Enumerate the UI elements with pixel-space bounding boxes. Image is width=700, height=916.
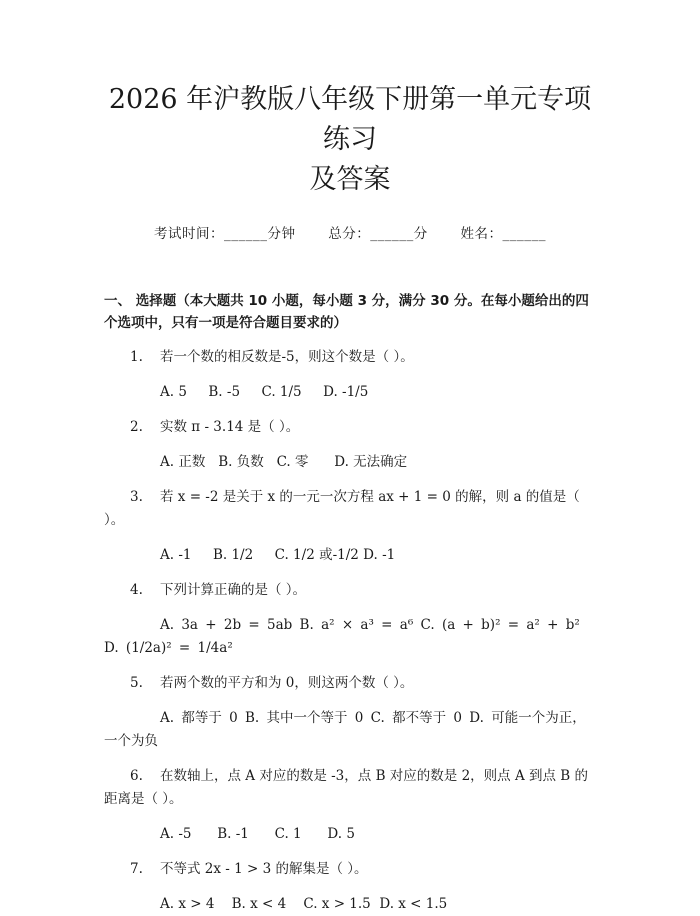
title-line-2: 及答案: [309, 164, 391, 195]
question-number: 5.: [130, 675, 143, 691]
exam-time: 考试时间：______分钟: [153, 226, 296, 242]
question-number: 1.: [130, 349, 143, 365]
question-options: A. 都等于 0 B. 其中一个等于 0 C. 都不等于 0 D. 可能一个为正，一个为负: [104, 710, 586, 749]
question-number: 4.: [130, 582, 143, 598]
title-line-1: 2026 年沪教版八年级下册第一单元专项练习: [108, 84, 592, 155]
question: [104, 416, 596, 439]
question-text: 若 x = -2 是关于 x 的一元一次方程 ax + 1 = 0 的解，则 a 的值是（ ）。: [104, 489, 580, 528]
question-text: 不等式 2x - 1 > 3 的解集是（ ）。: [160, 861, 368, 877]
question-text: 若一个数的相反数是-5，则这个数是（ ）。: [160, 349, 414, 365]
question-number: 2.: [130, 419, 143, 435]
question-options: A. 正数 B. 负数 C. 零 D. 无法确定: [160, 454, 408, 470]
question: [104, 486, 596, 532]
question-number: 3.: [130, 489, 143, 505]
question: [104, 579, 596, 602]
section-heading: 一、 选择题（本大题共 10 小题，每小题 3 分，满分 30 分。在每小题给出的四个选项中，只有一项是符合题目要求的）: [104, 293, 589, 331]
question-options: A. 5 B. -5 C. 1/5 D. -1/5: [160, 384, 369, 400]
question: [104, 672, 596, 695]
question-options: A. x > 4 B. x < 4 C. x > 1.5 D. x < 1.5: [160, 896, 448, 912]
question-text: 实数 π - 3.14 是（ ）。: [160, 419, 300, 435]
question-text: 在数轴上，点 A 对应的数是 -3，点 B 对应的数是 2，则点 A 到点 B 的距离是（ ）。: [104, 768, 588, 807]
document-title: [104, 0, 596, 200]
question: [104, 858, 596, 881]
question-number: 7.: [130, 861, 143, 877]
question-options: A. -1 B. 1/2 C. 1/2 或-1/2 D. -1: [160, 547, 396, 563]
question-options: A. -5 B. -1 C. 1 D. 5: [160, 826, 355, 842]
exam-score: 总分：______分: [328, 226, 428, 242]
student-name: 姓名：______: [460, 226, 547, 242]
question: [104, 346, 596, 369]
question: [104, 765, 596, 811]
question-number: 6.: [130, 768, 143, 784]
question-options: A. 3a + 2b = 5ab B. a² × a³ = a⁶ C. (a + b)² = a² + b² D. (1/2a)² = 1/4a²: [104, 617, 580, 656]
question-text: 若两个数的平方和为 0，则这两个数（ ）。: [160, 675, 414, 691]
exam-meta: [104, 222, 596, 242]
question-text: 下列计算正确的是（ ）。: [160, 582, 307, 598]
